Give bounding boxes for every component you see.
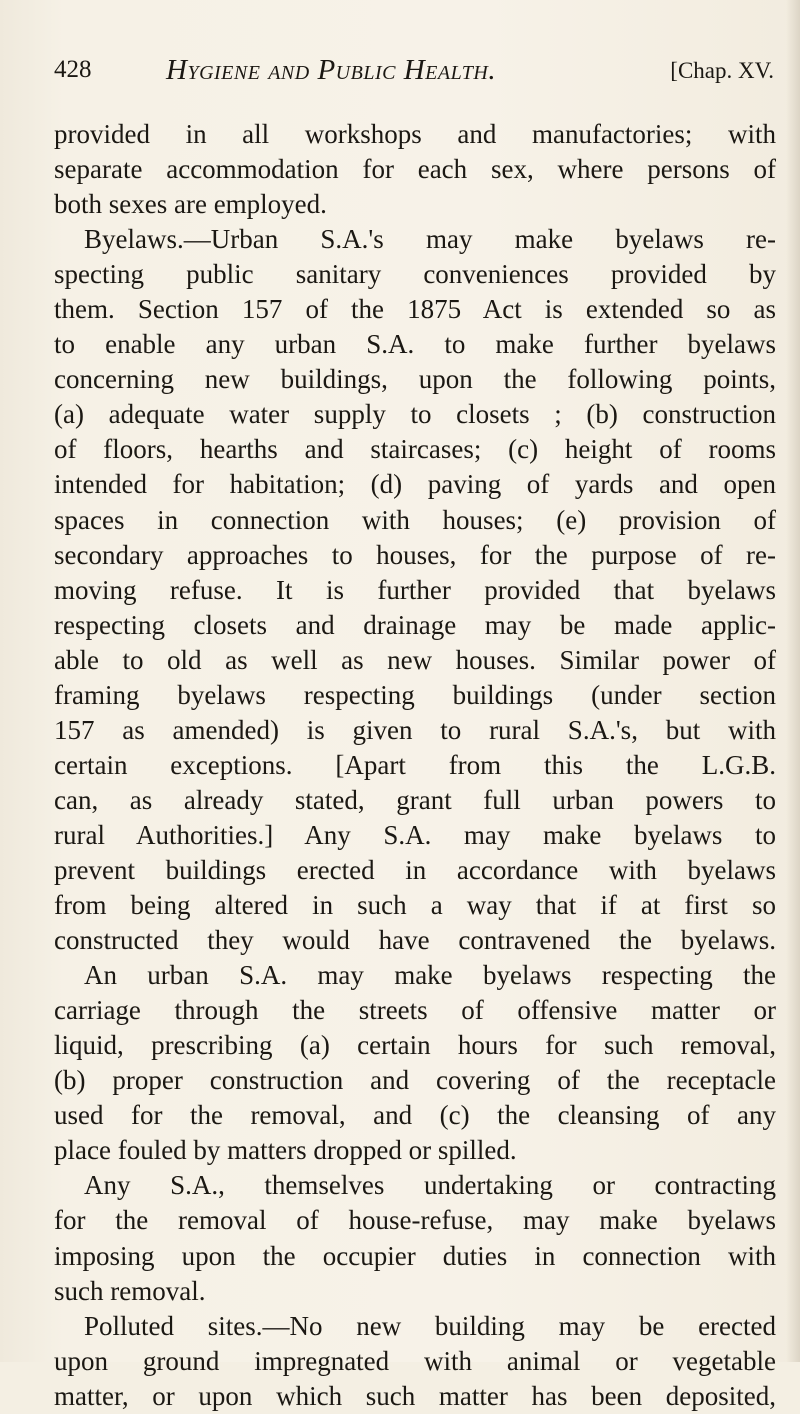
text-line: framing byelaws respecting buildings (under section <box>54 679 776 710</box>
text-line: to enable any urban S.A. to make further byelaws <box>54 329 776 360</box>
page-edge-shadow <box>786 0 800 1362</box>
text-line: liquid, prescribing (a) certain hours for such removal, <box>54 1030 776 1061</box>
page-number: 428 <box>54 56 92 83</box>
text-line: rural Authorities.] Any S.A. may make byelaws to <box>54 819 776 850</box>
text-line: from being altered in such a way that if at first so <box>54 890 776 921</box>
text-line: spaces in connection with houses; (e) provision of <box>54 504 776 535</box>
text-line: used for the removal, and (c) the cleansing of any <box>54 1100 776 1131</box>
text-line: Byelaws.—Urban S.A.'s may make byelaws re- <box>84 224 776 255</box>
text-line: 157 as amended) is given to rural S.A.'s, but with <box>54 714 776 745</box>
text-line: (a) adequate water supply to closets ; (b) construction <box>54 399 776 430</box>
text-line: carriage through the streets of offensive matter or <box>54 995 776 1026</box>
running-title: Hygiene and Public Health. <box>166 54 497 86</box>
body-text <box>54 117 776 1414</box>
text-line: place fouled by matters dropped or spilled. <box>54 1135 517 1166</box>
text-line: such removal. <box>54 1275 206 1306</box>
text-line: upon ground impregnated with animal or vegetable <box>54 1345 776 1376</box>
text-line: able to old as well as new houses. Similar power of <box>54 644 776 675</box>
chapter-label: [Chap. XV. <box>670 58 774 83</box>
text-line: specting public sanitary conveniences provided by <box>54 259 776 290</box>
text-line: intended for habitation; (d) paving of yards and open <box>54 469 776 500</box>
text-line: of floors, hearths and staircases; (c) height of rooms <box>54 434 776 465</box>
text-line: matter, or upon which such matter has been deposited, <box>54 1380 776 1411</box>
text-line: for the removal of house-refuse, may make byelaws <box>54 1205 776 1236</box>
text-line: imposing upon the occupier duties in connection with <box>54 1240 776 1271</box>
text-line: both sexes are employed. <box>54 189 327 220</box>
text-line: An urban S.A. may make byelaws respecting the <box>84 960 776 991</box>
text-line: concerning new buildings, upon the following points, <box>54 364 776 395</box>
text-line: respecting closets and drainage may be made applic- <box>54 609 776 640</box>
text-line: moving refuse. It is further provided that byelaws <box>54 574 776 605</box>
text-line: prevent buildings erected in accordance with byelaws <box>54 854 776 885</box>
text-line: separate accommodation for each sex, where persons of <box>54 154 776 185</box>
text-line: them. Section 157 of the 1875 Act is extended so as <box>54 294 776 325</box>
page-header <box>54 56 774 100</box>
text-line: certain exceptions. [Apart from this the L.G.B. <box>54 749 776 780</box>
text-line: secondary approaches to houses, for the purpose of re- <box>54 539 776 570</box>
text-line: provided in all workshops and manufactories; with <box>54 119 776 149</box>
text-line: Polluted sites.—No new building may be erected <box>84 1310 776 1341</box>
text-line: constructed they would have contravened the byelaws. <box>54 925 776 956</box>
text-line: can, as already stated, grant full urban powers to <box>54 784 776 815</box>
text-line: Any S.A., themselves undertaking or contracting <box>84 1170 776 1201</box>
text-line: (b) proper construction and covering of the receptacle <box>54 1065 776 1096</box>
